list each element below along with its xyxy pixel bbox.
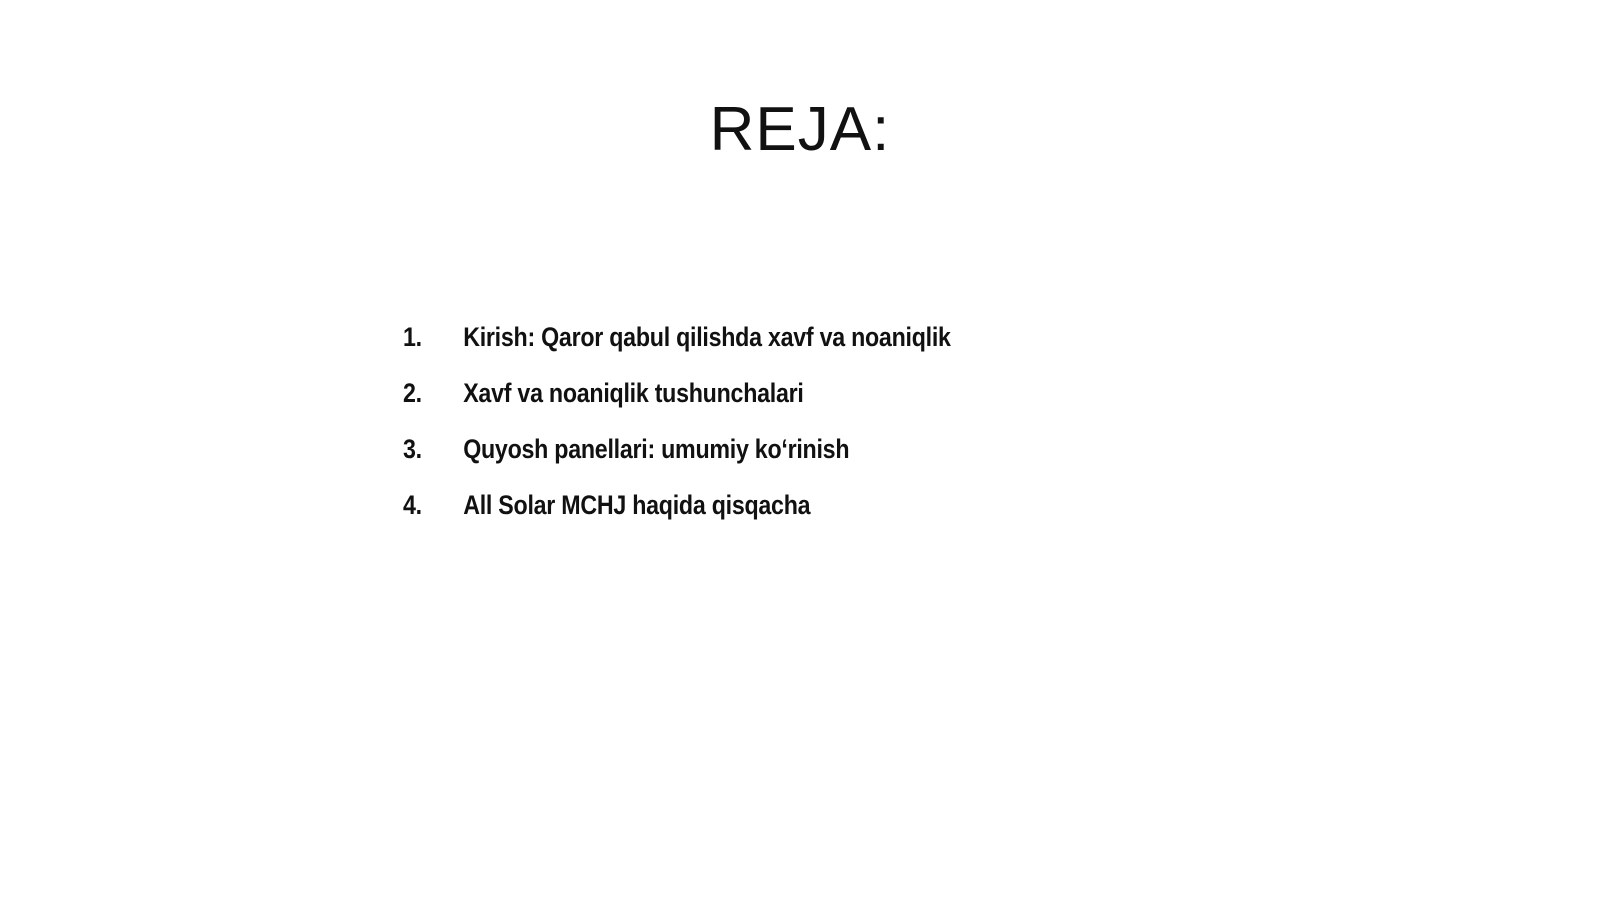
agenda-item-text: Quyosh panellari: umumiy ko‘rinish	[463, 434, 850, 464]
agenda-list	[403, 322, 1303, 546]
agenda-item-number: 4.	[403, 490, 422, 520]
agenda-item	[403, 378, 1177, 434]
agenda-item-text: Kirish: Qaror qabul qilishda xavf va noaniqlik	[463, 322, 951, 352]
agenda-item	[403, 322, 1177, 378]
agenda-item-number: 3.	[403, 434, 422, 464]
agenda-item-text: Xavf va noaniqlik tushunchalari	[463, 378, 804, 408]
slide-title: REJA:	[709, 95, 891, 164]
agenda-item	[403, 490, 1177, 546]
agenda-item	[403, 434, 1177, 490]
agenda-item-number: 2.	[403, 378, 422, 408]
agenda-item-number: 1.	[403, 322, 422, 352]
agenda-item-text: All Solar MCHJ haqida qisqacha	[463, 490, 811, 520]
